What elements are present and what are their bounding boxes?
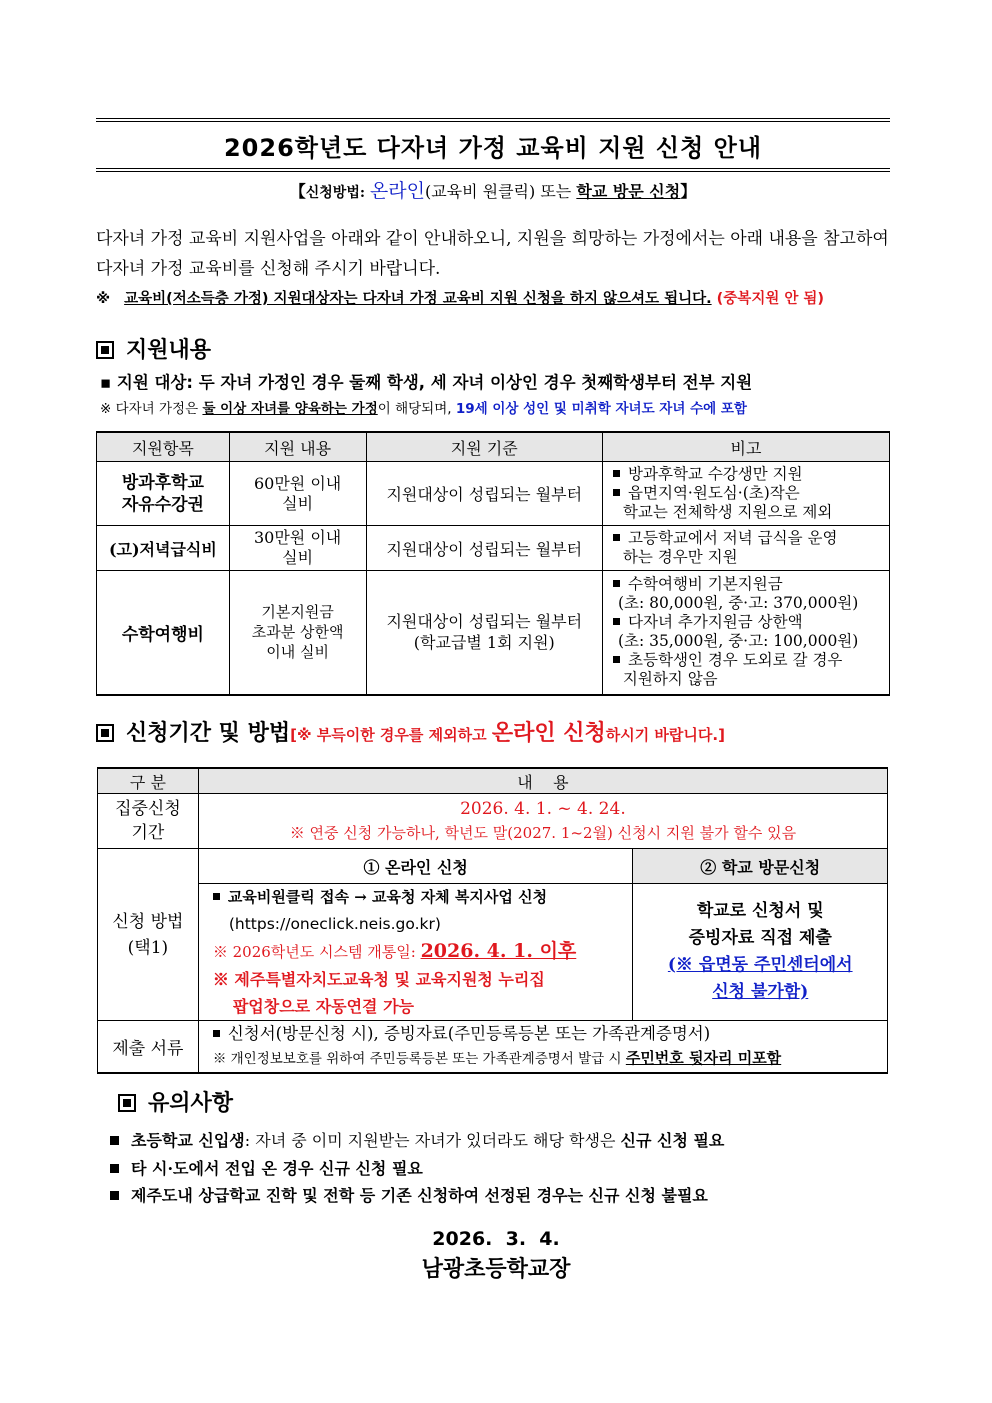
note-text: 방과후학교 수강생만 지원 [628,465,803,483]
section-notes-heading [118,1086,233,1117]
method-online: 온라인 [369,180,425,202]
note-line [613,465,889,484]
page-title: 2026학년도 다자녀 가정 교육비 지원 신청 안내 [223,133,763,162]
bullet-icon [110,1164,119,1173]
docs-note-bold: 주민번호 뒷자리 미포함 [625,1048,782,1067]
note-red: (중복지원 안 됨) [716,291,825,307]
notice-text: : 자녀 중 이미 지원받는 자녀가 있더라도 해당 학생은 [244,1131,621,1150]
visit-note: (※ 읍면동 주민센터에서 [667,955,853,975]
bullet-icon [613,618,620,625]
apply-table [97,767,888,1074]
notice-text: 제주도내 상급학교 진학 및 전학 등 기존 신청하여 선정된 경우는 신규 신청 불필요 [131,1186,708,1205]
bullet-icon [613,489,620,496]
header-cell: 내 용 [198,768,887,794]
notes-cell [603,571,890,695]
apply-table-header [98,768,888,794]
notice-item-1 [110,1128,724,1151]
docs-row [98,1021,888,1073]
visit-note: 신청 불가함) [712,982,809,1002]
note-line [613,575,889,613]
bullet-icon [613,470,620,477]
notes-cell [603,526,890,571]
item-cell: 수학여행비 [97,571,230,695]
support-target-note [100,397,747,417]
open-prefix: ※ 2026학년도 시스템 개통일: [212,943,421,961]
bullet-icon [110,1136,119,1145]
online-line [213,884,633,911]
content-cell: 60만원 이내 실비 [229,462,366,526]
notice-text: 타 시·도에서 전입 온 경우 신규 신청 필요 [131,1159,423,1178]
note-line [613,529,889,567]
note-text: 수학여행비 기본지원금 (초: 80,000원, 중·고: 370,000원) [617,575,859,613]
period-label: 집중신청 기간 [98,794,199,849]
table-row [97,462,890,526]
apply-note-open: [※ 부득이한 경우를 제외하고 [290,726,492,744]
docs-line-text: 신청서(방문신청 시), 증빙자료(주민등록등본 또는 가족관계증명서) [227,1023,711,1043]
bullet-icon [613,534,620,541]
notice-item-2 [110,1156,423,1179]
section-title: 유의사항 [148,1091,234,1116]
table-row [97,526,890,571]
section-support-heading [96,333,211,364]
method-paren: (교육비 원클릭) 또는 [424,182,577,201]
period-dates: 2026. 4. 1. ~ 4. 24. [460,799,626,819]
apply-note-close: 하시기 바랍니다.] [605,726,725,744]
online-line-text: 교육비원클릭 접속 → 교육청 자체 복지사업 신청 [227,888,548,906]
note-text: 초등학생인 경우 도외로 갈 경우 지원하지 않음 [622,651,843,689]
footer-signer: 남광초등학교장 [421,1257,571,1282]
intro-text: 다자녀 가정 교육비 지원사업을 아래와 같이 안내하오니, 지원을 희망하는 가정에서는 아래 내용을 참고하여 다자녀 가정 교육비를 신청해 주시기 바랍니다. [96,229,889,279]
bracket-open: 【 [289,182,306,201]
note-text: 다자녀 추가지원금 상한액 (초: 35,000원, 중·고: 100,000원) [617,613,859,651]
visit-line: 증빙자료 직접 제출 [688,928,832,948]
note-line [613,651,889,689]
docs-note [213,1046,887,1071]
method-visit: 학교 방문 신청 [576,182,681,201]
criteria-cell: 지원대상이 성립되는 월부터 [366,462,603,526]
notice-bold: 초등학교 신입생 [131,1131,245,1150]
support-table-header [97,432,890,462]
notes-cell [603,462,890,526]
method-subheader-row [98,849,888,884]
method-prefix: 신청방법: [305,185,370,201]
online-content [198,884,633,1021]
header-cell: 구 분 [98,768,199,794]
online-link-note: ※ 제주특별자치도교육청 및 교육지원청 누리집 [212,970,545,989]
bracket-close: 】 [680,182,697,201]
support-table [96,431,890,696]
bullet-icon [213,893,220,900]
visit-line: 학교로 신청서 및 [696,901,824,921]
online-url: (https://oneclick.neis.go.kr) [228,915,441,933]
notice-end: 신규 신청 필요 [620,1131,725,1150]
note-text: 교육비(저소득층 가정) 지원대상자는 다자녀 가정 교육비 지원 신청을 하지 않으셔도 됩니다. [124,291,712,307]
docs-note-prefix: ※ 개인정보보호를 위하여 주민등록등본 또는 가족관계증명서 발급 시 [212,1050,626,1067]
docs-line [213,1022,887,1046]
bullet-icon [613,580,620,587]
duplicate-support-note [96,287,906,308]
criteria-cell: 지원대상이 성립되는 월부터 [366,526,603,571]
note-underline: 둘 이상 자녀를 양육하는 가정 [202,401,378,417]
notice-item-3 [110,1183,708,1206]
method-line [96,176,890,203]
note-prefix: ※ 다자녀 가정은 [100,401,203,417]
online-open-line [213,938,633,966]
bullet-icon [110,1191,119,1200]
method-content-row [98,884,888,1021]
period-note: ※ 연중 신청 가능하나, 학년도 말(2027. 1~2월) 신청시 지원 불가 할수 있음 [289,824,797,842]
online-header: ① 온라인 신청 [198,849,633,884]
support-target: ▪ 지원 대상: 두 자녀 가정인 경우 둘째 학생, 세 자녀 이상인 경우 첫째학생부터 전부 지원 [100,373,753,392]
section-apply-heading [96,716,725,747]
content-cell: 기본지원금 초과분 상한액 이내 실비 [229,571,366,695]
section-square-icon [96,724,114,742]
period-row [98,794,888,849]
header-cell: 지원 내용 [229,432,366,462]
content-cell: 30만원 이내 실비 [229,526,366,571]
title-box [96,118,890,172]
criteria-cell: 지원대상이 성립되는 월부터 (학교급별 1회 지원) [366,571,603,695]
bullet-icon [613,656,620,663]
method-label: 신청 방법 (택1) [98,849,199,1021]
table-row [97,571,890,695]
section-square-icon [118,1094,136,1112]
section-title: 지원내용 [126,338,212,363]
footer-date: 2026. 3. 4. [432,1228,560,1250]
apply-note-online: 온라인 신청 [491,721,606,746]
note-blue: 19세 이상 성인 및 미취학 자녀도 자녀 수에 포함 [455,401,747,417]
open-date: 2026. 4. 1. 이후 [420,940,577,962]
header-cell: 지원 기준 [366,432,603,462]
docs-label: 제출 서류 [98,1021,199,1073]
section-square-icon [96,341,114,359]
note-text: 읍면지역·원도심·(초)작은 학교는 전체학생 지원으로 제외 [622,484,833,521]
bullet-icon [213,1030,220,1037]
note-mid: 이 해당되며, [377,401,456,417]
section-title: 신청기간 및 방법 [126,721,291,746]
note-text: 고등학교에서 저녁 급식을 운영 하는 경우만 지원 [622,529,838,566]
item-cell: 방과후학교 자유수강권 [97,462,230,526]
item-cell: (고)저녁급식비 [97,526,230,571]
visit-header: ② 학교 방문신청 [633,849,888,884]
header-cell: 비고 [603,432,890,462]
visit-content [633,884,888,1021]
online-link-note2: 팝업창으로 자동연결 가능 [232,997,415,1016]
docs-content [198,1021,887,1073]
note-line [613,613,889,651]
period-content [198,794,887,849]
header-cell: 지원항목 [97,432,230,462]
note-line [613,484,889,522]
note-mark: ※ [96,291,111,307]
